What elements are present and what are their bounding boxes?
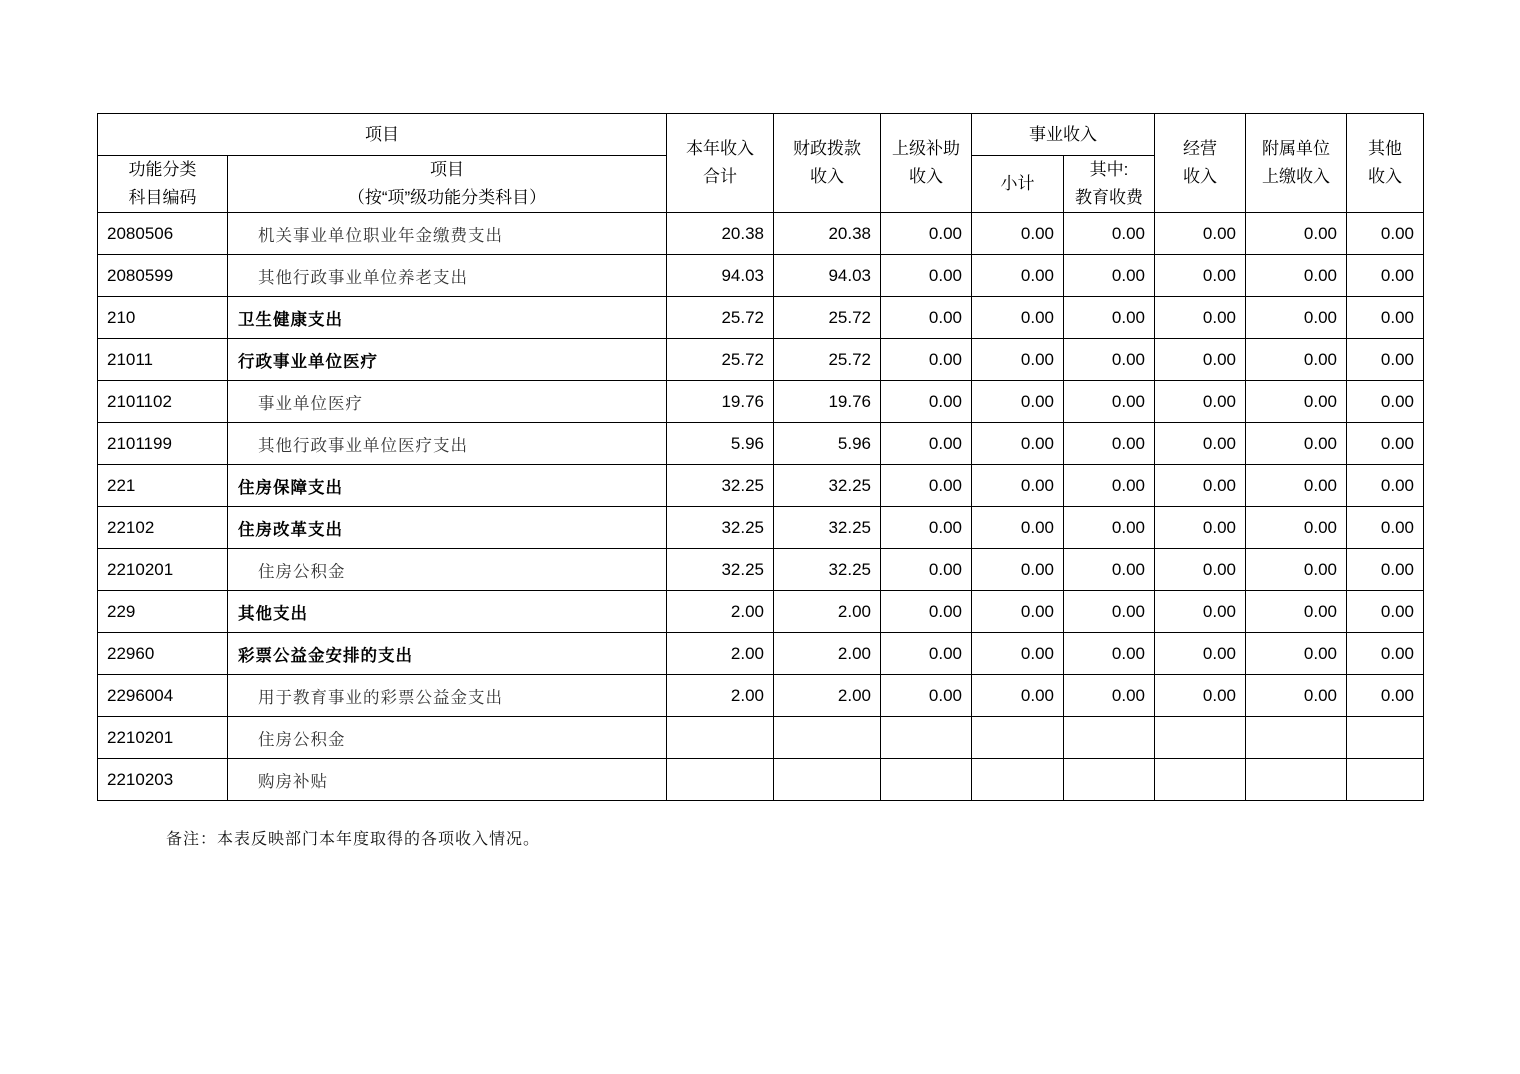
row-value-cell: 0.00 xyxy=(1155,675,1246,717)
row-value-cell: 0.00 xyxy=(1155,549,1246,591)
row-value-cell: 0.00 xyxy=(881,423,972,465)
header-operating xyxy=(1155,114,1246,213)
row-value-cell: 0.00 xyxy=(972,549,1064,591)
row-value-cell: 0.00 xyxy=(1155,213,1246,255)
row-value-cell: 0.00 xyxy=(881,339,972,381)
table-row xyxy=(98,675,1424,717)
row-value-cell: 0.00 xyxy=(1347,297,1424,339)
row-value-cell: 0.00 xyxy=(1064,339,1155,381)
row-name-cell: 住房公积金 xyxy=(228,717,667,759)
row-value-cell: 0.00 xyxy=(1064,465,1155,507)
table-row xyxy=(98,213,1424,255)
row-value-cell: 0.00 xyxy=(1064,591,1155,633)
row-value-cell: 25.72 xyxy=(774,339,881,381)
row-value-cell: 0.00 xyxy=(881,591,972,633)
header-total-income-line1: 本年收入 xyxy=(686,139,754,158)
row-value-cell: 32.25 xyxy=(774,465,881,507)
row-value-cell: 25.72 xyxy=(667,297,774,339)
table-row xyxy=(98,255,1424,297)
row-name-cell: 其他支出 xyxy=(228,591,667,633)
row-value-cell: 2.00 xyxy=(774,633,881,675)
row-value-cell: 0.00 xyxy=(1347,213,1424,255)
row-code-cell: 2296004 xyxy=(98,675,228,717)
row-value-cell: 0.00 xyxy=(1347,465,1424,507)
row-value-cell: 0.00 xyxy=(972,213,1064,255)
row-value-cell: 0.00 xyxy=(972,675,1064,717)
row-name-cell: 住房改革支出 xyxy=(228,507,667,549)
header-project: 项目 xyxy=(98,114,667,156)
row-value-cell: 0.00 xyxy=(881,213,972,255)
row-value-cell: 25.72 xyxy=(667,339,774,381)
row-code-cell: 2210203 xyxy=(98,759,228,801)
row-value-cell: 32.25 xyxy=(667,507,774,549)
row-value-cell: 2.00 xyxy=(667,633,774,675)
row-name-cell: 卫生健康支出 xyxy=(228,297,667,339)
row-code-cell: 2080506 xyxy=(98,213,228,255)
row-value-cell: 0.00 xyxy=(1347,507,1424,549)
row-value-cell xyxy=(881,717,972,759)
row-value-cell: 0.00 xyxy=(1064,255,1155,297)
row-name-cell: 彩票公益金安排的支出 xyxy=(228,633,667,675)
row-value-cell: 0.00 xyxy=(972,591,1064,633)
header-item xyxy=(228,156,667,213)
table-row xyxy=(98,339,1424,381)
row-value-cell: 0.00 xyxy=(1155,507,1246,549)
table-header xyxy=(98,114,1424,213)
row-value-cell xyxy=(972,717,1064,759)
row-value-cell: 0.00 xyxy=(972,465,1064,507)
row-value-cell xyxy=(1064,759,1155,801)
row-name-cell: 行政事业单位医疗 xyxy=(228,339,667,381)
table-row xyxy=(98,297,1424,339)
header-total-income xyxy=(667,114,774,213)
row-value-cell: 0.00 xyxy=(1155,255,1246,297)
row-value-cell: 0.00 xyxy=(1064,549,1155,591)
row-value-cell xyxy=(881,759,972,801)
row-value-cell: 32.25 xyxy=(774,507,881,549)
row-value-cell xyxy=(1347,717,1424,759)
row-value-cell: 20.38 xyxy=(774,213,881,255)
row-value-cell: 0.00 xyxy=(1155,591,1246,633)
row-value-cell xyxy=(1155,717,1246,759)
footnote: 备注：本表反映部门本年度取得的各项收入情况。 xyxy=(166,829,541,848)
row-value-cell: 94.03 xyxy=(774,255,881,297)
row-name-cell: 事业单位医疗 xyxy=(228,381,667,423)
row-value-cell: 0.00 xyxy=(1347,423,1424,465)
row-value-cell xyxy=(667,759,774,801)
row-value-cell: 0.00 xyxy=(881,633,972,675)
header-fiscal-line1: 财政拨款 xyxy=(793,139,861,158)
row-value-cell xyxy=(1246,717,1347,759)
table-row xyxy=(98,549,1424,591)
row-value-cell: 0.00 xyxy=(1246,507,1347,549)
header-edu-fee-line2: 教育收费 xyxy=(1075,188,1143,207)
row-value-cell: 0.00 xyxy=(1064,507,1155,549)
row-value-cell: 0.00 xyxy=(1064,675,1155,717)
row-value-cell: 0.00 xyxy=(972,633,1064,675)
header-affiliated-line2: 上缴收入 xyxy=(1262,167,1330,186)
row-value-cell: 0.00 xyxy=(1155,297,1246,339)
row-code-cell: 229 xyxy=(98,591,228,633)
row-value-cell: 25.72 xyxy=(774,297,881,339)
row-value-cell: 0.00 xyxy=(1155,465,1246,507)
row-value-cell: 32.25 xyxy=(667,549,774,591)
row-value-cell: 94.03 xyxy=(667,255,774,297)
header-other xyxy=(1347,114,1424,213)
row-value-cell: 0.00 xyxy=(881,297,972,339)
row-code-cell: 22102 xyxy=(98,507,228,549)
header-edu-fee-line1: 其中: xyxy=(1089,160,1129,179)
row-value-cell: 0.00 xyxy=(972,297,1064,339)
header-other-line2: 收入 xyxy=(1368,167,1402,186)
row-value-cell: 0.00 xyxy=(1155,633,1246,675)
row-value-cell: 2.00 xyxy=(667,591,774,633)
table-row xyxy=(98,507,1424,549)
row-value-cell xyxy=(1246,759,1347,801)
row-value-cell: 0.00 xyxy=(1347,591,1424,633)
row-value-cell: 0.00 xyxy=(1246,675,1347,717)
table-row xyxy=(98,633,1424,675)
row-value-cell: 0.00 xyxy=(972,507,1064,549)
header-fiscal xyxy=(774,114,881,213)
row-value-cell: 0.00 xyxy=(1246,297,1347,339)
row-value-cell: 0.00 xyxy=(1246,465,1347,507)
row-value-cell xyxy=(1155,759,1246,801)
row-value-cell: 0.00 xyxy=(1347,381,1424,423)
row-value-cell: 0.00 xyxy=(1246,423,1347,465)
row-value-cell: 5.96 xyxy=(774,423,881,465)
row-value-cell: 0.00 xyxy=(1347,633,1424,675)
row-value-cell: 0.00 xyxy=(1064,213,1155,255)
header-item-line2: （按“项”级功能分类科目） xyxy=(347,188,547,207)
row-name-cell: 其他行政事业单位养老支出 xyxy=(228,255,667,297)
row-value-cell: 0.00 xyxy=(881,465,972,507)
header-other-line1: 其他 xyxy=(1368,139,1402,158)
row-value-cell: 0.00 xyxy=(881,255,972,297)
row-value-cell: 0.00 xyxy=(1246,591,1347,633)
header-func-code-line2: 科目编码 xyxy=(128,188,197,207)
row-value-cell: 0.00 xyxy=(972,381,1064,423)
row-value-cell: 0.00 xyxy=(1347,549,1424,591)
row-value-cell xyxy=(667,717,774,759)
row-value-cell: 0.00 xyxy=(1246,549,1347,591)
row-value-cell xyxy=(774,759,881,801)
header-affiliated-line1: 附属单位 xyxy=(1262,139,1330,158)
row-name-cell: 购房补贴 xyxy=(228,759,667,801)
row-value-cell: 0.00 xyxy=(1064,297,1155,339)
row-value-cell: 32.25 xyxy=(667,465,774,507)
row-name-cell: 其他行政事业单位医疗支出 xyxy=(228,423,667,465)
table-row xyxy=(98,465,1424,507)
row-code-cell: 221 xyxy=(98,465,228,507)
row-value-cell: 0.00 xyxy=(1155,423,1246,465)
row-value-cell: 2.00 xyxy=(774,675,881,717)
row-value-cell: 0.00 xyxy=(1064,423,1155,465)
row-value-cell: 2.00 xyxy=(774,591,881,633)
header-func-code-line1: 功能分类 xyxy=(128,160,197,179)
row-value-cell xyxy=(1064,717,1155,759)
row-name-cell: 住房保障支出 xyxy=(228,465,667,507)
row-value-cell: 0.00 xyxy=(1347,339,1424,381)
table-row xyxy=(98,423,1424,465)
row-value-cell: 0.00 xyxy=(972,423,1064,465)
header-business-income: 事业收入 xyxy=(972,114,1155,156)
row-value-cell: 0.00 xyxy=(1246,255,1347,297)
row-value-cell: 5.96 xyxy=(667,423,774,465)
header-fiscal-line2: 收入 xyxy=(810,167,844,186)
header-edu-fee xyxy=(1064,156,1155,213)
row-code-cell: 21011 xyxy=(98,339,228,381)
header-superior-subsidy-line1: 上级补助 xyxy=(892,139,960,158)
row-value-cell: 20.38 xyxy=(667,213,774,255)
row-value-cell: 0.00 xyxy=(881,381,972,423)
header-superior-subsidy-line2: 收入 xyxy=(909,167,943,186)
row-value-cell: 0.00 xyxy=(1064,633,1155,675)
header-operating-line1: 经营 xyxy=(1183,139,1217,158)
row-code-cell: 210 xyxy=(98,297,228,339)
row-value-cell: 19.76 xyxy=(667,381,774,423)
row-value-cell: 0.00 xyxy=(1155,381,1246,423)
row-value-cell: 32.25 xyxy=(774,549,881,591)
row-code-cell: 22960 xyxy=(98,633,228,675)
row-value-cell: 0.00 xyxy=(1246,339,1347,381)
header-func-code xyxy=(98,156,228,213)
row-code-cell: 2210201 xyxy=(98,549,228,591)
row-code-cell: 2101102 xyxy=(98,381,228,423)
row-value-cell: 0.00 xyxy=(881,549,972,591)
row-name-cell: 用于教育事业的彩票公益金支出 xyxy=(228,675,667,717)
row-value-cell: 0.00 xyxy=(1347,255,1424,297)
row-value-cell: 2.00 xyxy=(667,675,774,717)
table-row xyxy=(98,717,1424,759)
row-value-cell: 0.00 xyxy=(1347,675,1424,717)
row-value-cell xyxy=(774,717,881,759)
row-value-cell: 19.76 xyxy=(774,381,881,423)
header-total-income-line2: 合计 xyxy=(703,167,737,186)
row-code-cell: 2080599 xyxy=(98,255,228,297)
header-subtotal: 小计 xyxy=(972,156,1064,213)
row-name-cell: 住房公积金 xyxy=(228,549,667,591)
header-item-line1: 项目 xyxy=(430,160,464,179)
header-operating-line2: 收入 xyxy=(1183,167,1217,186)
row-value-cell: 0.00 xyxy=(1064,381,1155,423)
income-budget-table xyxy=(97,113,1424,801)
row-value-cell: 0.00 xyxy=(972,255,1064,297)
row-value-cell: 0.00 xyxy=(1246,213,1347,255)
row-value-cell: 0.00 xyxy=(972,339,1064,381)
row-value-cell: 0.00 xyxy=(1246,633,1347,675)
row-value-cell: 0.00 xyxy=(1246,381,1347,423)
table-body xyxy=(98,213,1424,801)
row-code-cell: 2101199 xyxy=(98,423,228,465)
row-name-cell: 机关事业单位职业年金缴费支出 xyxy=(228,213,667,255)
row-value-cell: 0.00 xyxy=(881,507,972,549)
header-superior-subsidy xyxy=(881,114,972,213)
row-value-cell: 0.00 xyxy=(881,675,972,717)
table-row xyxy=(98,759,1424,801)
row-value-cell xyxy=(1347,759,1424,801)
row-value-cell xyxy=(972,759,1064,801)
table-row xyxy=(98,591,1424,633)
row-code-cell: 2210201 xyxy=(98,717,228,759)
row-value-cell: 0.00 xyxy=(1155,339,1246,381)
header-affiliated xyxy=(1246,114,1347,213)
table-row xyxy=(98,381,1424,423)
